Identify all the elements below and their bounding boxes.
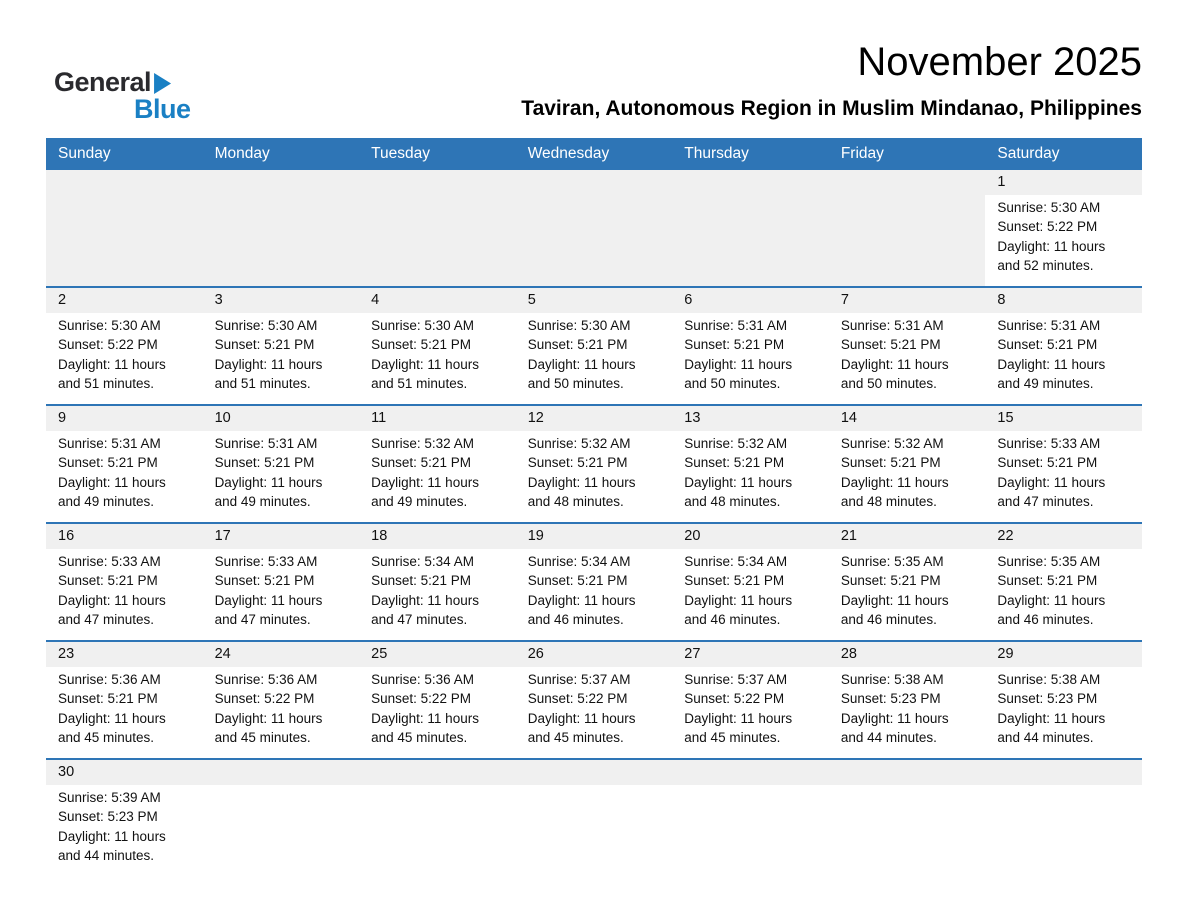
sunrise-text: Sunrise: 5:39 AM bbox=[58, 789, 161, 805]
sunset-text: Sunset: 5:21 PM bbox=[684, 573, 785, 589]
daylight-text: Daylight: 11 hours and 48 minutes. bbox=[684, 474, 793, 510]
sunset-text: Sunset: 5:21 PM bbox=[371, 455, 471, 471]
daylight-text: Daylight: 11 hours and 46 minutes. bbox=[997, 592, 1106, 628]
daylight-text: Daylight: 11 hours and 48 minutes. bbox=[840, 474, 949, 510]
daylight-text: Daylight: 11 hours and 45 minutes. bbox=[527, 710, 636, 746]
day-cell-details bbox=[985, 195, 1142, 286]
weekday-header-tuesday: Tuesday bbox=[371, 144, 431, 162]
sunrise-text: Sunrise: 5:38 AM bbox=[997, 671, 1101, 687]
day-number: 17 bbox=[214, 527, 231, 544]
empty-cell-body bbox=[985, 785, 1142, 876]
calendar-body bbox=[46, 170, 1142, 876]
day-cell-7 bbox=[829, 288, 986, 404]
sunrise-text: Sunrise: 5:31 AM bbox=[997, 317, 1101, 333]
day-number-strip bbox=[985, 406, 1142, 431]
day-number: 1 bbox=[997, 173, 1006, 190]
daylight-text: Daylight: 11 hours and 47 minutes. bbox=[997, 474, 1106, 510]
weekday-header-friday: Friday bbox=[840, 144, 884, 162]
day-number: 29 bbox=[997, 645, 1014, 662]
empty-cell bbox=[985, 760, 1142, 876]
empty-cell-body bbox=[46, 195, 203, 286]
sunrise-text: Sunrise: 5:31 AM bbox=[840, 317, 944, 333]
empty-cell-body bbox=[829, 785, 986, 876]
day-number-strip bbox=[672, 288, 829, 313]
day-number: 19 bbox=[527, 527, 544, 544]
sunset-text: Sunset: 5:21 PM bbox=[684, 455, 785, 471]
empty-number-strip bbox=[46, 170, 203, 195]
empty-cell-body bbox=[829, 195, 986, 286]
sunrise-text: Sunrise: 5:33 AM bbox=[214, 553, 318, 569]
sunset-text: Sunset: 5:22 PM bbox=[527, 691, 628, 707]
day-number: 27 bbox=[684, 645, 701, 662]
daylight-text: Daylight: 11 hours and 51 minutes. bbox=[214, 356, 323, 392]
empty-cell bbox=[46, 170, 203, 286]
day-cell-details bbox=[46, 431, 203, 522]
sunrise-text: Sunrise: 5:30 AM bbox=[214, 317, 318, 333]
sunset-text: Sunset: 5:21 PM bbox=[214, 573, 315, 589]
weekday-header-sunday: Sunday bbox=[58, 144, 111, 162]
daylight-text: Daylight: 11 hours and 47 minutes. bbox=[214, 592, 323, 628]
title-block bbox=[521, 40, 1142, 121]
month-title: November 2025 bbox=[857, 40, 1142, 84]
sunrise-text: Sunrise: 5:35 AM bbox=[997, 553, 1101, 569]
day-cell-24 bbox=[203, 642, 360, 758]
day-number-strip bbox=[672, 524, 829, 549]
day-number: 28 bbox=[840, 645, 857, 662]
day-cell-details bbox=[516, 549, 673, 640]
sunrise-text: Sunrise: 5:32 AM bbox=[684, 435, 788, 451]
daylight-text: Daylight: 11 hours and 50 minutes. bbox=[840, 356, 949, 392]
day-number-strip bbox=[672, 642, 829, 667]
empty-number-strip bbox=[516, 760, 673, 785]
logo-text-blue: Blue bbox=[134, 94, 191, 125]
sunrise-text: Sunrise: 5:30 AM bbox=[997, 199, 1101, 215]
day-number-strip bbox=[359, 524, 516, 549]
daylight-text: Daylight: 11 hours and 50 minutes. bbox=[684, 356, 793, 392]
empty-cell bbox=[672, 760, 829, 876]
daylight-text: Daylight: 11 hours and 45 minutes. bbox=[58, 710, 166, 746]
day-cell-29 bbox=[985, 642, 1142, 758]
sunset-text: Sunset: 5:21 PM bbox=[840, 337, 941, 353]
empty-cell bbox=[359, 170, 516, 286]
day-number: 2 bbox=[58, 291, 67, 308]
day-number-strip bbox=[359, 288, 516, 313]
day-cell-details bbox=[203, 431, 360, 522]
empty-cell-body bbox=[516, 785, 673, 876]
day-number: 3 bbox=[214, 291, 223, 308]
day-number: 10 bbox=[214, 409, 231, 426]
day-number-strip bbox=[985, 642, 1142, 667]
day-number: 6 bbox=[684, 291, 693, 308]
day-cell-details bbox=[46, 785, 203, 876]
sunrise-text: Sunrise: 5:33 AM bbox=[58, 553, 161, 569]
day-cell-6 bbox=[672, 288, 829, 404]
empty-number-strip bbox=[516, 170, 673, 195]
sunset-text: Sunset: 5:21 PM bbox=[214, 337, 315, 353]
sunset-text: Sunset: 5:22 PM bbox=[58, 337, 158, 353]
day-cell-details bbox=[516, 667, 673, 758]
empty-cell-body bbox=[672, 785, 829, 876]
empty-cell-body bbox=[203, 195, 360, 286]
week-row-6 bbox=[46, 758, 1142, 876]
weekday-header-saturday: Saturday bbox=[997, 144, 1060, 162]
daylight-text: Daylight: 11 hours and 52 minutes. bbox=[997, 238, 1106, 274]
sunset-text: Sunset: 5:21 PM bbox=[997, 337, 1098, 353]
day-cell-27 bbox=[672, 642, 829, 758]
sunset-text: Sunset: 5:21 PM bbox=[58, 691, 158, 707]
day-cell-details bbox=[829, 667, 986, 758]
day-cell-28 bbox=[829, 642, 986, 758]
sunrise-text: Sunrise: 5:36 AM bbox=[214, 671, 318, 687]
empty-number-strip bbox=[985, 760, 1142, 785]
daylight-text: Daylight: 11 hours and 46 minutes. bbox=[840, 592, 949, 628]
day-number: 20 bbox=[684, 527, 701, 544]
day-cell-16 bbox=[46, 524, 203, 640]
day-cell-18 bbox=[359, 524, 516, 640]
day-number-strip bbox=[203, 524, 360, 549]
day-number: 7 bbox=[840, 291, 849, 308]
sunset-text: Sunset: 5:23 PM bbox=[840, 691, 941, 707]
sunrise-text: Sunrise: 5:31 AM bbox=[684, 317, 788, 333]
week-row-4 bbox=[46, 522, 1142, 640]
day-cell-details bbox=[672, 667, 829, 758]
day-cell-4 bbox=[359, 288, 516, 404]
week-row-3 bbox=[46, 404, 1142, 522]
empty-cell bbox=[516, 760, 673, 876]
daylight-text: Daylight: 11 hours and 49 minutes. bbox=[58, 474, 166, 510]
day-cell-details bbox=[359, 549, 516, 640]
day-number: 24 bbox=[214, 645, 231, 662]
sunrise-text: Sunrise: 5:31 AM bbox=[58, 435, 161, 451]
sunset-text: Sunset: 5:22 PM bbox=[214, 691, 315, 707]
daylight-text: Daylight: 11 hours and 47 minutes. bbox=[58, 592, 166, 628]
day-cell-details bbox=[829, 549, 986, 640]
empty-cell-body bbox=[672, 195, 829, 286]
day-number-strip bbox=[829, 524, 986, 549]
daylight-text: Daylight: 11 hours and 44 minutes. bbox=[997, 710, 1106, 746]
day-cell-8 bbox=[985, 288, 1142, 404]
day-number-strip bbox=[203, 406, 360, 431]
day-number-strip bbox=[829, 406, 986, 431]
empty-number-strip bbox=[359, 170, 516, 195]
sunrise-text: Sunrise: 5:31 AM bbox=[214, 435, 318, 451]
sunset-text: Sunset: 5:23 PM bbox=[997, 691, 1098, 707]
sunset-text: Sunset: 5:21 PM bbox=[527, 573, 628, 589]
day-cell-11 bbox=[359, 406, 516, 522]
day-cell-17 bbox=[203, 524, 360, 640]
day-number-strip bbox=[46, 406, 203, 431]
sunrise-text: Sunrise: 5:34 AM bbox=[527, 553, 631, 569]
day-cell-details bbox=[829, 431, 986, 522]
daylight-text: Daylight: 11 hours and 49 minutes. bbox=[214, 474, 323, 510]
day-cell-25 bbox=[359, 642, 516, 758]
calendar-table bbox=[46, 138, 1142, 876]
empty-number-strip bbox=[672, 170, 829, 195]
day-cell-13 bbox=[672, 406, 829, 522]
day-cell-12 bbox=[516, 406, 673, 522]
day-number: 18 bbox=[371, 527, 388, 544]
day-number-strip bbox=[359, 406, 516, 431]
sunset-text: Sunset: 5:21 PM bbox=[371, 337, 471, 353]
day-number-strip bbox=[46, 524, 203, 549]
day-number-strip bbox=[829, 288, 986, 313]
sunset-text: Sunset: 5:21 PM bbox=[214, 455, 315, 471]
sunset-text: Sunset: 5:21 PM bbox=[527, 337, 628, 353]
day-number: 30 bbox=[58, 763, 75, 780]
location-subtitle: Taviran, Autonomous Region in Muslim Mindanao, Philippines bbox=[521, 97, 1142, 120]
day-cell-30 bbox=[46, 760, 203, 876]
day-number: 11 bbox=[371, 409, 387, 426]
week-row-1 bbox=[46, 170, 1142, 286]
day-cell-details bbox=[985, 667, 1142, 758]
sunset-text: Sunset: 5:21 PM bbox=[371, 573, 471, 589]
empty-number-strip bbox=[203, 760, 360, 785]
day-number-strip bbox=[672, 406, 829, 431]
week-row-2 bbox=[46, 286, 1142, 404]
day-cell-details bbox=[672, 431, 829, 522]
day-number-strip bbox=[203, 642, 360, 667]
day-number-strip bbox=[46, 642, 203, 667]
sunset-text: Sunset: 5:21 PM bbox=[840, 455, 941, 471]
sunset-text: Sunset: 5:23 PM bbox=[58, 809, 158, 825]
empty-cell bbox=[359, 760, 516, 876]
day-cell-details bbox=[46, 549, 203, 640]
day-cell-details bbox=[46, 667, 203, 758]
day-number-strip bbox=[516, 524, 673, 549]
sunrise-text: Sunrise: 5:37 AM bbox=[527, 671, 631, 687]
empty-number-strip bbox=[203, 170, 360, 195]
empty-number-strip bbox=[829, 760, 986, 785]
day-number: 22 bbox=[997, 527, 1014, 544]
day-number-strip bbox=[203, 288, 360, 313]
day-cell-details bbox=[359, 667, 516, 758]
day-cell-details bbox=[985, 313, 1142, 404]
sunrise-text: Sunrise: 5:32 AM bbox=[527, 435, 631, 451]
daylight-text: Daylight: 11 hours and 47 minutes. bbox=[371, 592, 479, 628]
empty-cell bbox=[672, 170, 829, 286]
sunset-text: Sunset: 5:21 PM bbox=[840, 573, 941, 589]
day-number-strip bbox=[359, 642, 516, 667]
day-number-strip bbox=[985, 524, 1142, 549]
day-number-strip bbox=[46, 288, 203, 313]
day-cell-details bbox=[985, 431, 1142, 522]
daylight-text: Daylight: 11 hours and 46 minutes. bbox=[527, 592, 636, 628]
day-number: 9 bbox=[58, 409, 67, 426]
day-number-strip bbox=[829, 642, 986, 667]
empty-number-strip bbox=[672, 760, 829, 785]
day-cell-23 bbox=[46, 642, 203, 758]
empty-cell bbox=[829, 760, 986, 876]
day-number-strip bbox=[985, 170, 1142, 195]
day-number: 12 bbox=[527, 409, 544, 426]
day-cell-3 bbox=[203, 288, 360, 404]
sunrise-text: Sunrise: 5:30 AM bbox=[371, 317, 474, 333]
sunset-text: Sunset: 5:22 PM bbox=[684, 691, 785, 707]
day-number-strip bbox=[985, 288, 1142, 313]
week-row-5 bbox=[46, 640, 1142, 758]
day-cell-5 bbox=[516, 288, 673, 404]
daylight-text: Daylight: 11 hours and 49 minutes. bbox=[997, 356, 1106, 392]
page-header bbox=[0, 0, 1188, 132]
day-cell-21 bbox=[829, 524, 986, 640]
sunrise-text: Sunrise: 5:32 AM bbox=[840, 435, 944, 451]
sunset-text: Sunset: 5:21 PM bbox=[684, 337, 785, 353]
day-cell-26 bbox=[516, 642, 673, 758]
day-number: 5 bbox=[527, 291, 536, 308]
empty-cell-body bbox=[203, 785, 360, 876]
day-cell-details bbox=[359, 431, 516, 522]
day-cell-22 bbox=[985, 524, 1142, 640]
empty-cell bbox=[829, 170, 986, 286]
day-cell-details bbox=[359, 313, 516, 404]
day-cell-19 bbox=[516, 524, 673, 640]
day-cell-9 bbox=[46, 406, 203, 522]
empty-cell bbox=[516, 170, 673, 286]
day-cell-15 bbox=[985, 406, 1142, 522]
sunset-text: Sunset: 5:21 PM bbox=[58, 573, 158, 589]
day-cell-details bbox=[516, 313, 673, 404]
daylight-text: Daylight: 11 hours and 51 minutes. bbox=[58, 356, 166, 392]
day-number: 13 bbox=[684, 409, 701, 426]
day-cell-10 bbox=[203, 406, 360, 522]
daylight-text: Daylight: 11 hours and 45 minutes. bbox=[684, 710, 793, 746]
daylight-text: Daylight: 11 hours and 51 minutes. bbox=[371, 356, 479, 392]
day-number-strip bbox=[516, 406, 673, 431]
day-cell-details bbox=[203, 667, 360, 758]
empty-cell bbox=[203, 170, 360, 286]
day-cell-details bbox=[672, 549, 829, 640]
day-number: 8 bbox=[997, 291, 1006, 308]
daylight-text: Daylight: 11 hours and 49 minutes. bbox=[371, 474, 479, 510]
day-cell-20 bbox=[672, 524, 829, 640]
weekday-header-thursday: Thursday bbox=[684, 144, 749, 162]
sunset-text: Sunset: 5:21 PM bbox=[997, 573, 1098, 589]
sunrise-text: Sunrise: 5:32 AM bbox=[371, 435, 474, 451]
day-number: 26 bbox=[527, 645, 544, 662]
general-blue-logo bbox=[54, 68, 191, 124]
daylight-text: Daylight: 11 hours and 48 minutes. bbox=[527, 474, 636, 510]
empty-cell-body bbox=[359, 785, 516, 876]
sunrise-text: Sunrise: 5:38 AM bbox=[840, 671, 944, 687]
empty-number-strip bbox=[359, 760, 516, 785]
sunrise-text: Sunrise: 5:37 AM bbox=[684, 671, 788, 687]
day-cell-details bbox=[516, 431, 673, 522]
day-number-strip bbox=[46, 760, 203, 785]
weekday-header-row bbox=[46, 138, 1142, 170]
daylight-text: Daylight: 11 hours and 45 minutes. bbox=[214, 710, 323, 746]
logo-text-general-row bbox=[54, 68, 191, 96]
sunset-text: Sunset: 5:22 PM bbox=[371, 691, 471, 707]
sunrise-text: Sunrise: 5:36 AM bbox=[58, 671, 161, 687]
sunrise-text: Sunrise: 5:34 AM bbox=[684, 553, 788, 569]
sunrise-text: Sunrise: 5:30 AM bbox=[58, 317, 161, 333]
empty-number-strip bbox=[829, 170, 986, 195]
sunset-text: Sunset: 5:21 PM bbox=[527, 455, 628, 471]
sunrise-text: Sunrise: 5:33 AM bbox=[997, 435, 1101, 451]
day-cell-details bbox=[203, 549, 360, 640]
day-cell-details bbox=[203, 313, 360, 404]
day-cell-2 bbox=[46, 288, 203, 404]
daylight-text: Daylight: 11 hours and 50 minutes. bbox=[527, 356, 636, 392]
day-cell-1 bbox=[985, 170, 1142, 286]
day-number: 16 bbox=[58, 527, 75, 544]
weekday-header-wednesday: Wednesday bbox=[527, 144, 610, 162]
day-number-strip bbox=[516, 642, 673, 667]
sunrise-text: Sunrise: 5:30 AM bbox=[527, 317, 631, 333]
day-number: 15 bbox=[997, 409, 1014, 426]
day-number: 21 bbox=[840, 527, 857, 544]
sunset-text: Sunset: 5:22 PM bbox=[997, 219, 1098, 235]
day-number: 25 bbox=[371, 645, 388, 662]
day-number: 14 bbox=[840, 409, 857, 426]
day-cell-14 bbox=[829, 406, 986, 522]
empty-cell-body bbox=[516, 195, 673, 286]
empty-cell-body bbox=[359, 195, 516, 286]
day-cell-details bbox=[46, 313, 203, 404]
day-cell-details bbox=[829, 313, 986, 404]
day-number: 4 bbox=[371, 291, 380, 308]
empty-cell bbox=[203, 760, 360, 876]
sunset-text: Sunset: 5:21 PM bbox=[997, 455, 1098, 471]
daylight-text: Daylight: 11 hours and 45 minutes. bbox=[371, 710, 479, 746]
weekday-header-monday: Monday bbox=[214, 144, 270, 162]
day-number-strip bbox=[516, 288, 673, 313]
day-cell-details bbox=[672, 313, 829, 404]
sunrise-text: Sunrise: 5:34 AM bbox=[371, 553, 474, 569]
day-cell-details bbox=[985, 549, 1142, 640]
day-number: 23 bbox=[58, 645, 75, 662]
daylight-text: Daylight: 11 hours and 46 minutes. bbox=[684, 592, 793, 628]
daylight-text: Daylight: 11 hours and 44 minutes. bbox=[840, 710, 949, 746]
daylight-text: Daylight: 11 hours and 44 minutes. bbox=[58, 828, 166, 864]
logo-text-general: General bbox=[54, 67, 152, 97]
sunset-text: Sunset: 5:21 PM bbox=[58, 455, 158, 471]
sunrise-text: Sunrise: 5:36 AM bbox=[371, 671, 474, 687]
logo-flag-icon bbox=[154, 73, 171, 94]
sunrise-text: Sunrise: 5:35 AM bbox=[840, 553, 944, 569]
